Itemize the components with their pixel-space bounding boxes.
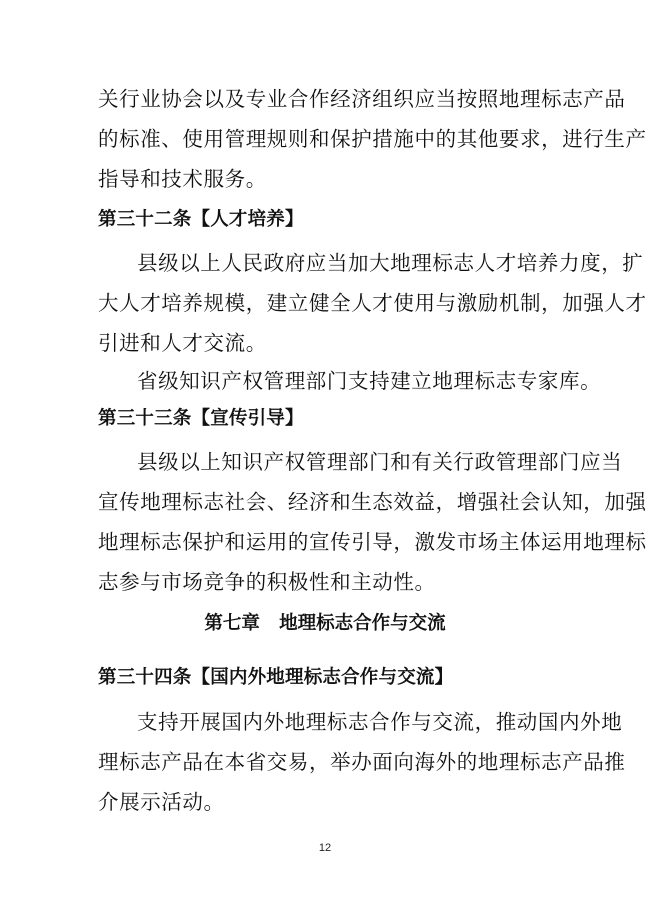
body-text-line: 的标准、使用管理规则和保护措施中的其他要求，进行生产	[98, 127, 647, 151]
body-text-line: 志参与市场竞争的积极性和主动性。	[98, 570, 436, 594]
body-text-line: 介展示活动。	[98, 790, 225, 814]
body-text-line: 县级以上人民政府应当加大地理标志人才培养力度，扩	[137, 251, 644, 275]
body-text-line: 关行业协会以及专业合作经济组织应当按照地理标志产品	[98, 87, 626, 111]
body-text-line: 县级以上知识产权管理部门和有关行政管理部门应当	[137, 450, 623, 474]
body-text-line: 宣传地理标志社会、经济和生态效益，增强社会认知，加强	[98, 490, 647, 514]
chapter-heading: 第七章 地理标志合作与交流	[204, 613, 446, 634]
article-heading: 第三十二条【人才培养】	[98, 209, 304, 230]
page-number: 12	[318, 842, 332, 854]
body-text-line: 引进和人才交流。	[98, 331, 267, 355]
body-text-line: 支持开展国内外地理标志合作与交流，推动国内外地	[137, 710, 623, 734]
body-text-line: 理标志产品在本省交易，举办面向海外的地理标志产品推	[98, 750, 626, 774]
body-text-line: 指导和技术服务。	[98, 167, 267, 191]
body-text-line: 地理标志保护和运用的宣传引导，激发市场主体运用地理标	[98, 530, 647, 554]
article-heading: 第三十三条【宣传引导】	[98, 408, 304, 429]
body-text-line: 省级知识产权管理部门支持建立地理标志专家库。	[137, 369, 602, 393]
article-heading: 第三十四条【国内外地理标志合作与交流】	[98, 667, 454, 688]
body-text-line: 大人才培养规模，建立健全人才使用与激励机制，加强人才	[98, 291, 647, 315]
